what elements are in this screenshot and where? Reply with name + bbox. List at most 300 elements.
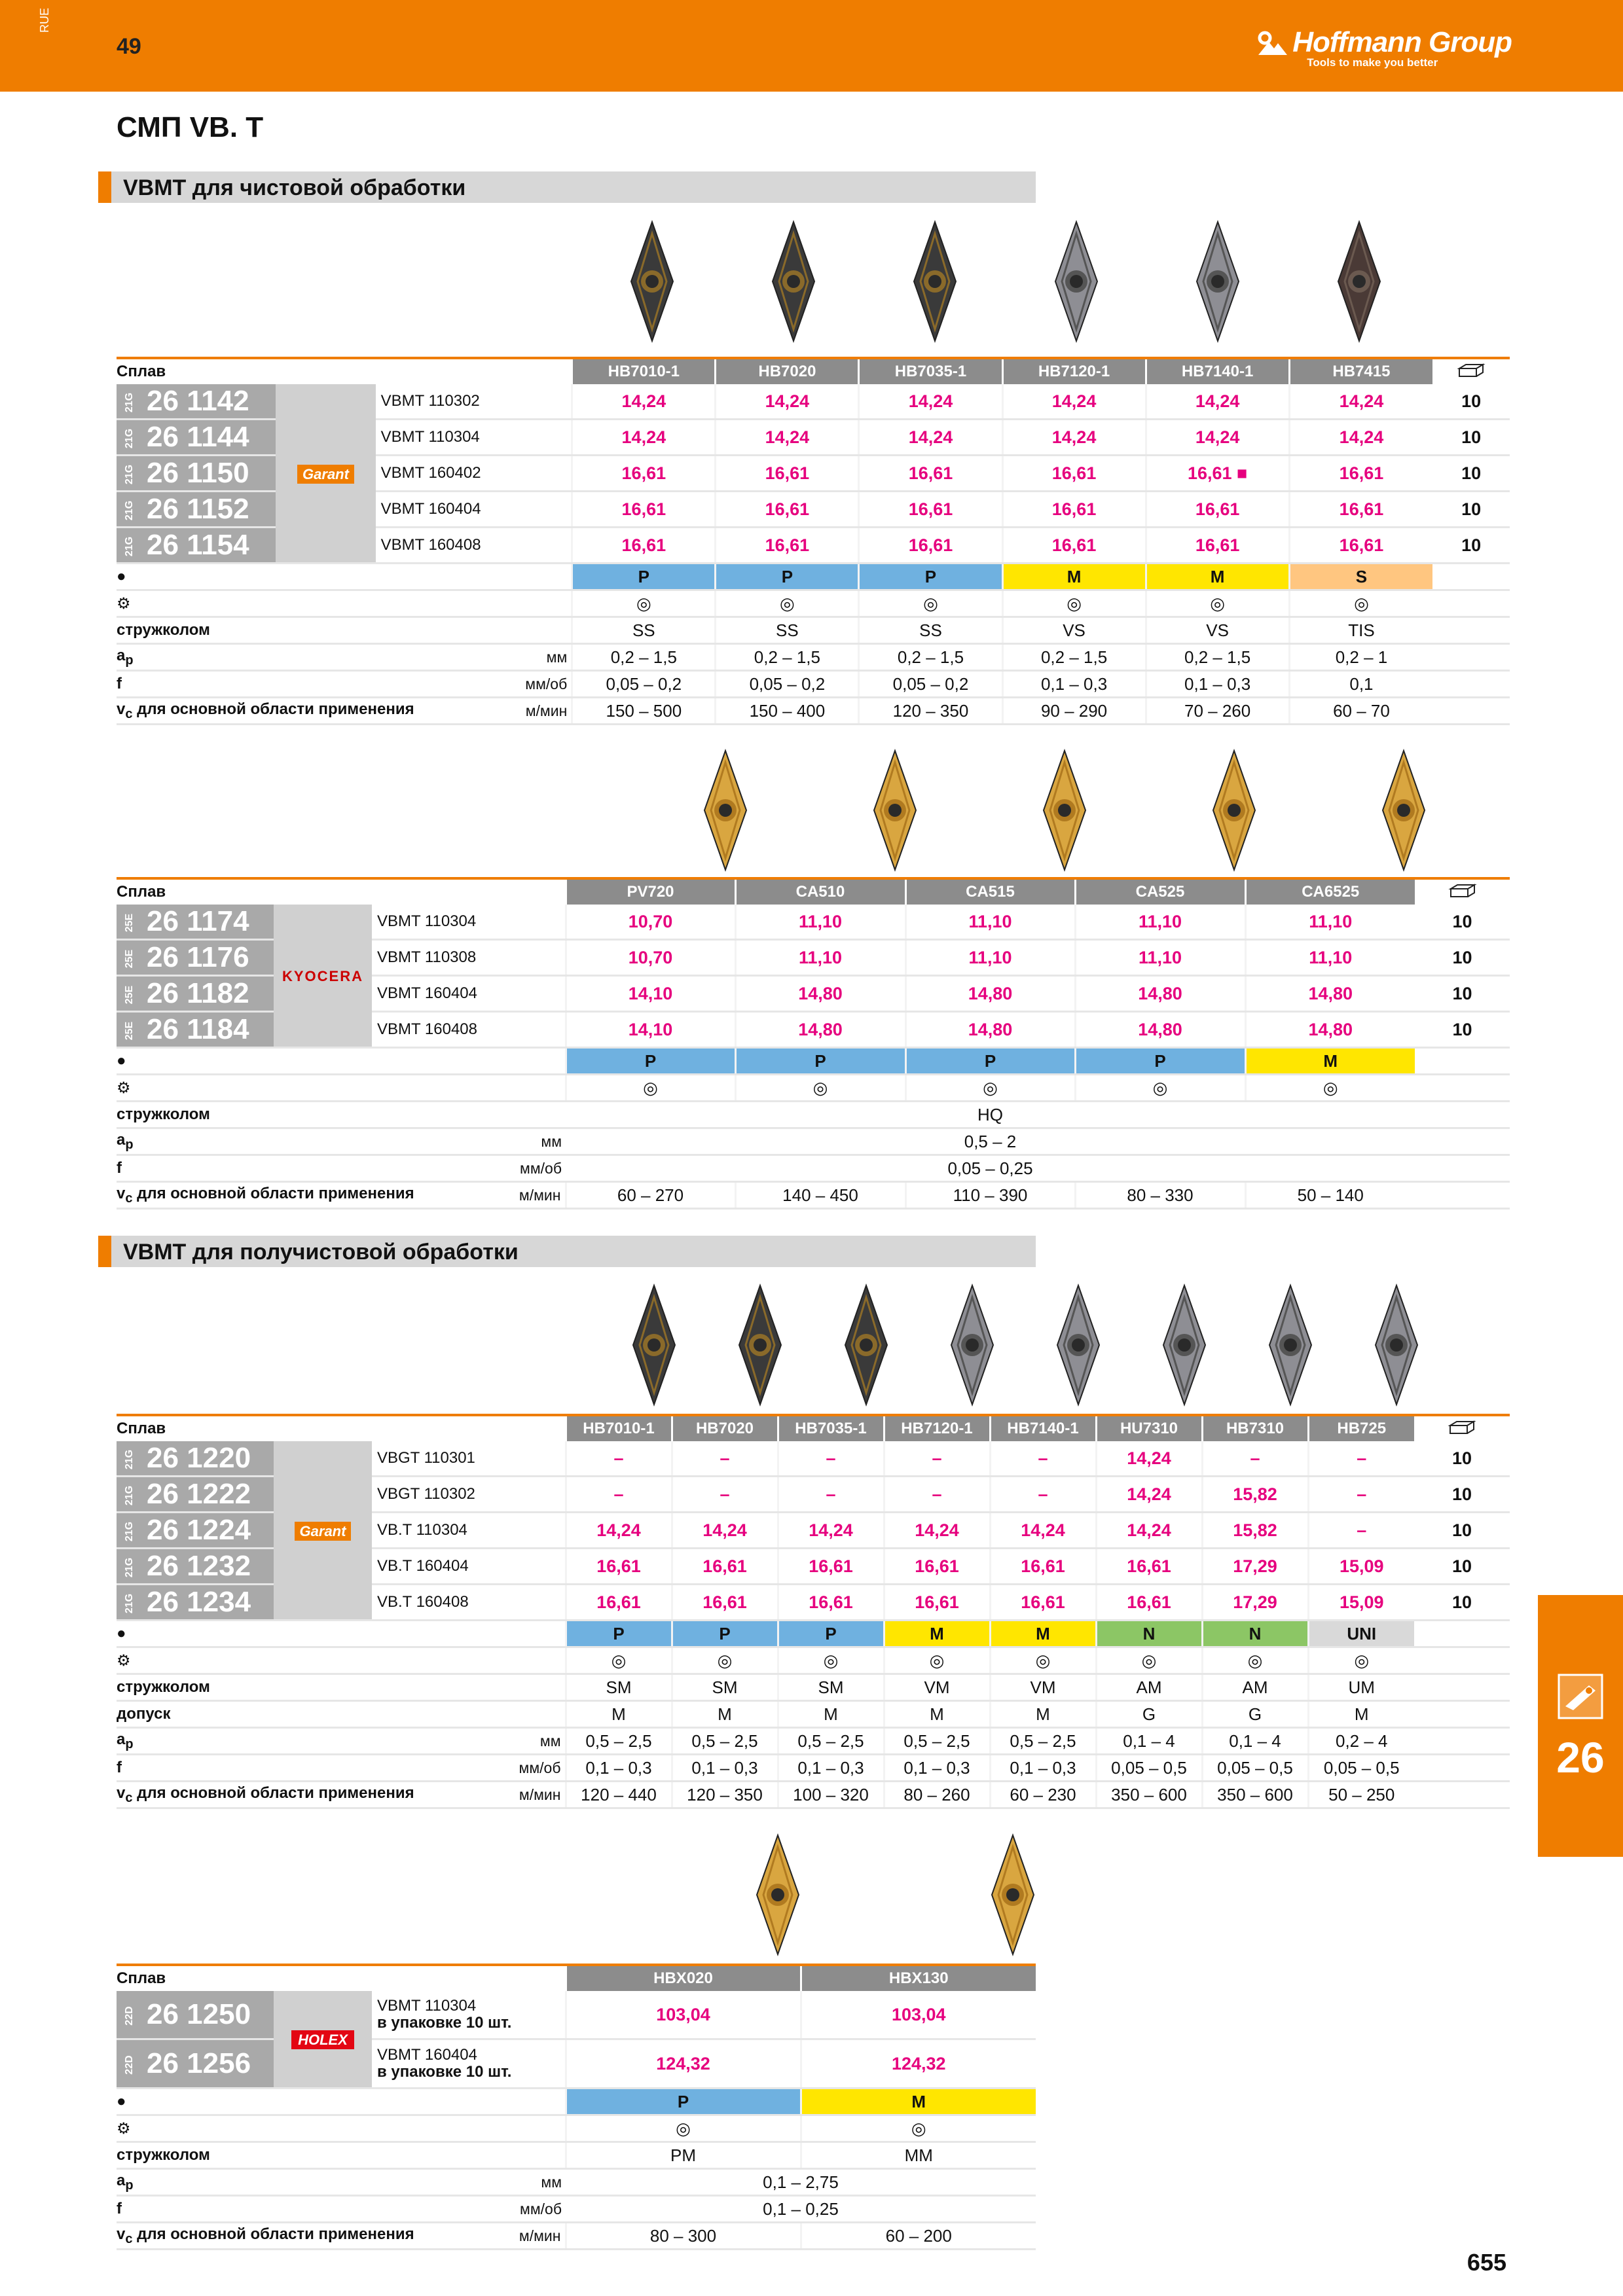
designation: VB.T 110304 (372, 1513, 566, 1549)
price-cell[interactable]: 16,61 (1289, 456, 1432, 492)
price-cell[interactable]: 16,61 (990, 1585, 1096, 1621)
price-cell[interactable]: 14,24 (716, 420, 859, 456)
pack-quantity: 10 (1414, 1441, 1510, 1477)
price-cell[interactable]: 16,61 (716, 456, 859, 492)
price-cell[interactable]: 16,61 (1289, 528, 1432, 564)
price-cell[interactable]: 14,24 (1096, 1441, 1202, 1477)
article-number: 26 1144 (147, 421, 249, 453)
grade-header: HB7140-1 (1146, 358, 1289, 384)
ap-value: 0,1 – 2,75 (566, 2169, 1036, 2196)
chipbreaker-value: MM (801, 2142, 1036, 2169)
pack-quantity: 10 (1432, 384, 1510, 420)
f-value: 0,1 – 0,3 (566, 1755, 672, 1782)
price-cell[interactable]: 103,04 (566, 1991, 801, 2039)
vc-value: 120 – 350 (859, 698, 1002, 725)
vc-value: 350 – 600 (1202, 1782, 1308, 1808)
tolerance-value: M (1308, 1701, 1414, 1728)
tolerance-value: M (672, 1701, 778, 1728)
table-row[interactable]: 25E 26 1182 VBMT 160404 14,10 14,80 14,80 14,80 14,80 10 (117, 976, 1510, 1012)
cutting-insert-image (869, 748, 921, 872)
price-cell[interactable]: – (566, 1477, 672, 1513)
chipbreaker-symbol-icon: ⚙ (117, 594, 131, 613)
section-header-semifinishing: VBMT для получистовой обработки (98, 1236, 1036, 1267)
price-cell[interactable]: 11,10 (905, 905, 1075, 940)
ap-value: 0,1 – 4 (1202, 1728, 1308, 1755)
material-group: M (801, 2089, 1036, 2115)
catalog-page-number: 49 (117, 34, 141, 59)
price-cell[interactable]: 16,61 (1146, 528, 1289, 564)
table-row[interactable]: 22D 26 1256 VBMT 160404 в упаковке 10 шт. 124,32 124,32 (117, 2039, 1036, 2089)
chipbreaker-symbol-icon: ⚙ (117, 1079, 131, 1097)
pack-note: в упаковке 10 шт. (377, 2063, 512, 2081)
chipbreaker-label: стружколом (117, 1105, 210, 1123)
pack-quantity: 10 (1415, 1012, 1510, 1048)
cutting-insert-image (699, 748, 752, 872)
grade-header: CA510 (735, 878, 905, 905)
price-cell[interactable]: – (990, 1441, 1096, 1477)
article-number: 26 1222 (147, 1478, 251, 1510)
cutting-insert-image (1264, 1283, 1317, 1407)
price-cell[interactable]: 14,24 (1289, 420, 1432, 456)
ap-value: 0,2 – 1,5 (716, 644, 859, 671)
price-cell[interactable]: 14,24 (1146, 420, 1289, 456)
f-value: 0,1 – 0,3 (990, 1755, 1096, 1782)
page-header (0, 0, 1623, 92)
chipbreaker-geometry-icon: ◎ (636, 593, 651, 613)
grade-header: HBX130 (801, 1965, 1036, 1991)
material-group: P (566, 2089, 801, 2115)
price-cell[interactable]: 11,10 (1245, 905, 1415, 940)
material-dot-icon: ● (117, 2092, 126, 2110)
cutting-insert-image (1038, 748, 1091, 872)
table-row[interactable]: 21G 26 1152 VBMT 160404 16,61 16,61 16,61 16,61 16,61 16,61 10 (117, 492, 1510, 528)
chipbreaker-value: SS (716, 617, 859, 644)
f-value: 0,1 (1289, 671, 1432, 698)
article-number: 26 1234 (147, 1586, 251, 1618)
chipbreaker-value: VS (1002, 617, 1146, 644)
price-cell[interactable]: – (884, 1477, 990, 1513)
ap-value: 0,2 – 1,5 (1002, 644, 1146, 671)
price-cell[interactable]: 14,24 (716, 384, 859, 420)
grade-header: HB7310 (1202, 1415, 1308, 1441)
f-value: 0,05 – 0,2 (716, 671, 859, 698)
section-header-finishing: VBMT для чистовой обработки (98, 171, 1036, 203)
price-cell[interactable]: 15,09 (1308, 1549, 1414, 1585)
ap-value: 0,2 – 1,5 (572, 644, 716, 671)
brand-logo-cell (274, 1991, 372, 2089)
vc-value: 120 – 440 (566, 1782, 672, 1808)
chipbreaker-value: UM (1308, 1674, 1414, 1701)
price-cell[interactable]: 16,61 (859, 492, 1002, 528)
holex-logo: HOLEX (291, 2030, 354, 2049)
grade-header: HB7415 (1289, 358, 1432, 384)
material-group: UNI (1308, 1621, 1414, 1647)
chipbreaker-geometry-icon: ◎ (643, 1077, 658, 1098)
pack-quantity: 10 (1414, 1513, 1510, 1549)
price-cell[interactable]: 16,61 (1002, 456, 1146, 492)
cutting-insert-image (626, 219, 678, 344)
price-cell[interactable]: 14,24 (1096, 1513, 1202, 1549)
price-cell[interactable]: 15,82 (1202, 1477, 1308, 1513)
f-value: 0,1 – 0,3 (1002, 671, 1146, 698)
price-cell[interactable]: 14,24 (672, 1513, 778, 1549)
chipbreaker-label: стружколом (117, 2146, 210, 2164)
table-finishing-kyocera: Сплав PV720 CA510 CA515 CA525 CA6525 25E 26 1174 KYOCERA VBMT 110304 10,70 11,10 11,10 11,10 11,10 10 25E 26 1176 VBMT 110308 10,70 11,10 11,10 11,10 11,10 10 25E 26 1182 VBMT 160404 14,10 14,80 14,80 14,80 14,80 10 25E 26 1184 VBMT 160408 14,10 14,80 14,80 14,80 14,80 10 ● P P P P M ⚙ ◎ ◎ ◎ ◎ ◎ стружколом HQ $a_p$ мм 0,5 – 2 f мм/об 0,05 – 0,25 $v_c$ для основной области применения м/мин 60 – 270 140 – 450 110 – 390 80 – 330 50 – 140 (117, 877, 1510, 1210)
price-cell[interactable]: – (1308, 1441, 1414, 1477)
price-cell[interactable]: 14,24 (1096, 1477, 1202, 1513)
cutting-insert-image (628, 1283, 680, 1407)
chipbreaker-geometry-icon: ◎ (1035, 1650, 1051, 1670)
pack-quantity: 10 (1415, 940, 1510, 976)
table-row[interactable]: 21G 26 1154 VBMT 160408 16,61 16,61 16,61 16,61 16,61 16,61 10 (117, 528, 1510, 564)
price-cell[interactable]: 16,61 (778, 1549, 884, 1585)
hoffmann-logo-icon (1256, 31, 1288, 56)
material-group: M (1002, 564, 1146, 590)
price-cell[interactable]: 103,04 (801, 1991, 1036, 2039)
grade-header: HB7010-1 (572, 358, 716, 384)
table-row[interactable]: 21G 26 1150 VBMT 160402 16,61 16,61 16,61 16,61 16,61 ■ 16,61 10 (117, 456, 1510, 492)
price-cell[interactable]: 17,29 (1202, 1585, 1308, 1621)
price-cell[interactable]: 16,61 (1096, 1585, 1202, 1621)
chipbreaker-value: SS (859, 617, 1002, 644)
price-cell[interactable]: – (672, 1477, 778, 1513)
tolerance-value: M (566, 1701, 672, 1728)
chipbreaker-geometry-icon: ◎ (611, 1650, 627, 1670)
article-number: 26 1154 (147, 529, 249, 561)
ap-value: 0,5 – 2,5 (884, 1728, 990, 1755)
price-cell[interactable]: 16,61 (566, 1549, 672, 1585)
brand-logo-cell (274, 905, 372, 1048)
price-cell[interactable]: 14,24 (572, 384, 716, 420)
f-label: f (117, 1759, 122, 1776)
chipbreaker-value: PM (566, 2142, 801, 2169)
cutting-insert-image (840, 1283, 892, 1407)
table-row[interactable]: 21G 26 1224 VB.T 110304 14,24 14,24 14,24 14,24 14,24 14,24 15,82 – 10 (117, 1513, 1510, 1549)
grade-header: HB7010-1 (566, 1415, 672, 1441)
price-cell[interactable]: 15,82 (1202, 1513, 1308, 1549)
material-group: P (566, 1621, 672, 1647)
price-cell[interactable]: 14,80 (1245, 976, 1415, 1012)
cutting-insert-image (767, 219, 820, 344)
price-cell[interactable]: – (1308, 1513, 1414, 1549)
price-cell[interactable]: 16,61 (566, 1585, 672, 1621)
chipbreaker-geometry-icon: ◎ (911, 2118, 926, 2138)
table-row[interactable]: 21G 26 1222 VBGT 110302 – – – – – 14,24 15,82 – 10 (117, 1477, 1510, 1513)
price-cell[interactable]: 16,61 (672, 1549, 778, 1585)
price-cell[interactable]: 11,10 (735, 905, 905, 940)
chipbreaker-symbol-icon: ⚙ (117, 1651, 131, 1670)
grade-header: CA525 (1075, 878, 1245, 905)
price-cell[interactable]: – (1202, 1441, 1308, 1477)
f-value: 0,05 – 0,25 (566, 1155, 1415, 1182)
vc-value: 80 – 300 (566, 2223, 801, 2250)
brand-logo-cell (276, 384, 375, 564)
article-number: 26 1224 (147, 1514, 251, 1546)
price-cell[interactable]: – (672, 1441, 778, 1477)
table-row[interactable]: 21G 26 1220 Garant VBGT 110301 – – – – – 14,24 – – 10 (117, 1441, 1510, 1477)
price-cell[interactable]: 16,61 (778, 1585, 884, 1621)
price-cell[interactable]: 14,24 (1002, 420, 1146, 456)
article-number: 26 1256 (147, 2047, 251, 2079)
designation: VBGT 110301 (372, 1441, 566, 1477)
price-cell[interactable]: – (990, 1477, 1096, 1513)
f-value: 0,1 – 0,3 (1146, 671, 1289, 698)
vc-value: 80 – 330 (1075, 1182, 1245, 1209)
price-cell[interactable]: 16,61 (1002, 528, 1146, 564)
chipbreaker-geometry-icon: ◎ (812, 1077, 828, 1098)
vc-label: $v_c$ для основной области применения (117, 700, 414, 721)
price-cell[interactable]: 16,61 ■ (1146, 456, 1289, 492)
price-cell[interactable]: – (1308, 1477, 1414, 1513)
vc-value: 80 – 260 (884, 1782, 990, 1808)
price-cell[interactable]: 16,61 (1096, 1549, 1202, 1585)
grade-header: PV720 (566, 878, 735, 905)
price-cell[interactable]: 16,61 (716, 492, 859, 528)
price-cell[interactable]: – (884, 1441, 990, 1477)
pack-quantity: 10 (1432, 456, 1510, 492)
price-cell[interactable]: 14,24 (778, 1513, 884, 1549)
designation: VBMT 160408 (372, 1012, 566, 1048)
pack-quantity: 10 (1414, 1477, 1510, 1513)
price-cell[interactable]: 16,61 (859, 456, 1002, 492)
price-cell[interactable]: 124,32 (801, 2039, 1036, 2089)
cutting-insert-image (1052, 1283, 1104, 1407)
price-cell[interactable]: 14,24 (990, 1513, 1096, 1549)
cutting-insert-image (1333, 219, 1385, 344)
cutting-insert-image (1377, 748, 1430, 872)
price-cell[interactable]: 14,80 (1075, 976, 1245, 1012)
price-cell[interactable]: 16,61 (572, 528, 716, 564)
ap-label: $a_p$ (117, 1730, 134, 1751)
vc-value: 120 – 350 (672, 1782, 778, 1808)
grade-header: HB7035-1 (859, 358, 1002, 384)
chipbreaker-geometry-icon: ◎ (780, 593, 795, 613)
brand-name: Hoffmann Group (1292, 26, 1512, 58)
designation: VBMT 110302 (376, 384, 572, 420)
material-group: P (735, 1048, 905, 1075)
price-cell[interactable]: 14,24 (1146, 384, 1289, 420)
chipbreaker-geometry-icon: ◎ (1152, 1077, 1168, 1098)
chipbreaker-value: SM (778, 1674, 884, 1701)
price-cell[interactable]: 16,61 (1146, 492, 1289, 528)
table-row[interactable]: 25E 26 1184 VBMT 160408 14,10 14,80 14,80 14,80 14,80 10 (117, 1012, 1510, 1048)
cutting-insert-image (987, 1833, 1039, 1957)
chipbreaker-geometry-icon: ◎ (676, 2118, 691, 2138)
price-cell[interactable]: 14,80 (905, 1012, 1075, 1048)
grade-header: HB7035-1 (778, 1415, 884, 1441)
grade-header: CA6525 (1245, 878, 1415, 905)
chipbreaker-geometry-icon: ◎ (983, 1077, 998, 1098)
vc-value: 70 – 260 (1146, 698, 1289, 725)
price-cell[interactable]: 11,10 (1075, 940, 1245, 976)
f-label: f (117, 675, 122, 692)
vc-value: 50 – 140 (1245, 1182, 1415, 1209)
material-group: N (1202, 1621, 1308, 1647)
price-cell[interactable]: 16,61 (672, 1585, 778, 1621)
kyocera-logo: KYOCERA (282, 968, 363, 984)
price-cell[interactable]: 11,10 (1075, 905, 1245, 940)
price-cell[interactable]: 14,80 (905, 976, 1075, 1012)
tolerance-value: M (778, 1701, 884, 1728)
cutting-insert-image (1370, 1283, 1423, 1407)
table-row[interactable]: 25E 26 1174 KYOCERA VBMT 110304 10,70 11,10 11,10 11,10 11,10 10 (117, 905, 1510, 940)
tolerance-value: G (1096, 1701, 1202, 1728)
page-number: 655 (1467, 2249, 1506, 2276)
ap-value: 0,5 – 2,5 (778, 1728, 884, 1755)
chipbreaker-value: TIS (1289, 617, 1432, 644)
price-cell[interactable]: 11,10 (735, 940, 905, 976)
pack-note: в упаковке 10 шт. (377, 2014, 512, 2032)
table-row[interactable]: 22D 26 1250 HOLEX VBMT 110304 в упаковке 10 шт. 103,04 103,04 (117, 1991, 1036, 2039)
price-cell[interactable]: – (778, 1477, 884, 1513)
vc-value: 140 – 450 (735, 1182, 905, 1209)
price-cell[interactable]: 16,61 (572, 456, 716, 492)
article-number: 26 1250 (147, 1998, 251, 2030)
designation: VBMT 160404 (377, 2046, 477, 2064)
ap-value: 0,2 – 4 (1308, 1728, 1414, 1755)
price-cell[interactable]: 14,24 (566, 1513, 672, 1549)
chipbreaker-value: SM (672, 1674, 778, 1701)
price-cell[interactable]: 14,24 (884, 1513, 990, 1549)
chipbreaker-value: AM (1096, 1674, 1202, 1701)
price-cell[interactable]: 11,10 (1245, 940, 1415, 976)
cutting-insert-image (1050, 219, 1103, 344)
article-number: 26 1142 (147, 385, 249, 417)
chipbreaker-value: VM (990, 1674, 1096, 1701)
ap-value: 0,2 – 1 (1289, 644, 1432, 671)
table-row[interactable]: 21G 26 1142 Garant VBMT 110302 14,24 14,24 14,24 14,24 14,24 14,24 10 (117, 384, 1510, 420)
table-row[interactable]: 21G 26 1234 VB.T 160408 16,61 16,61 16,61 16,61 16,61 16,61 17,29 15,09 10 (117, 1585, 1510, 1621)
material-group: N (1096, 1621, 1202, 1647)
chipbreaker-geometry-icon: ◎ (1354, 1650, 1370, 1670)
designation: VB.T 160404 (372, 1549, 566, 1585)
designation: VBMT 110304 (376, 420, 572, 456)
chapter-tab[interactable] (1538, 1595, 1623, 1857)
article-number: 26 1232 (147, 1550, 251, 1582)
price-cell[interactable]: 11,10 (905, 940, 1075, 976)
price-cell[interactable]: 10,70 (566, 905, 735, 940)
price-cell[interactable]: 16,61 (572, 492, 716, 528)
vc-value: 60 – 200 (801, 2223, 1036, 2250)
f-value: 0,05 – 0,2 (859, 671, 1002, 698)
price-cell[interactable]: 124,32 (566, 2039, 801, 2089)
designation: VBMT 110304 (372, 905, 566, 940)
f-label: f (117, 1159, 122, 1177)
price-cell[interactable]: 14,80 (735, 976, 905, 1012)
material-dot-icon: ● (117, 567, 126, 585)
ap-value: 0,5 – 2,5 (990, 1728, 1096, 1755)
designation: VBMT 110304 (377, 1997, 477, 2015)
grade-header: HBX020 (566, 1965, 801, 1991)
chipbreaker-geometry-icon: ◎ (1067, 593, 1082, 613)
material-group: P (672, 1621, 778, 1647)
f-value: 0,1 – 0,3 (778, 1755, 884, 1782)
pack-quantity: 10 (1414, 1585, 1510, 1621)
price-cell[interactable]: – (778, 1441, 884, 1477)
chapter-number: 26 (1556, 1733, 1605, 1782)
price-cell[interactable]: 14,24 (1289, 384, 1432, 420)
brand-tagline: Tools to make you better (1307, 56, 1438, 69)
price-cell[interactable]: 14,24 (1002, 384, 1146, 420)
language-code: RUE (38, 7, 51, 33)
ap-value: 0,5 – 2,5 (672, 1728, 778, 1755)
vc-value: 50 – 250 (1308, 1782, 1414, 1808)
alloy-label: Сплав (117, 358, 572, 384)
price-cell[interactable]: 14,80 (1075, 1012, 1245, 1048)
chipbreaker-value: VM (884, 1674, 990, 1701)
price-cell[interactable]: 16,61 (1002, 492, 1146, 528)
insert-images-1 (581, 219, 1430, 344)
price-cell[interactable]: 17,29 (1202, 1549, 1308, 1585)
price-cell[interactable]: 14,10 (566, 976, 735, 1012)
price-cell[interactable]: 14,24 (859, 420, 1002, 456)
table-semifinishing-holex: Сплав HBX020 HBX130 22D 26 1250 HOLEX VBMT 110304 в упаковке 10 шт. 103,04 103,04 22D 26 1256 VBMT 160404 в упаковке 10 шт. 124,32 124,32 ● P M ⚙ ◎ ◎ стружколом PM MM $a_p$ мм 0,1 – 2,75 f мм/об 0,1 – 0,25 $v_c$ для основной области применения м/мин 80 – 300 60 – 200 (117, 1964, 1036, 2250)
alloy-label: Сплав (117, 1415, 566, 1441)
designation: VBGT 110302 (372, 1477, 566, 1513)
material-group: M (1146, 564, 1289, 590)
price-cell[interactable]: 14,80 (735, 1012, 905, 1048)
chipbreaker-geometry-icon: ◎ (1322, 1077, 1338, 1098)
grade-header: HB7120-1 (1002, 358, 1146, 384)
price-cell[interactable]: 14,10 (566, 1012, 735, 1048)
price-cell[interactable]: 14,24 (859, 384, 1002, 420)
price-cell[interactable]: 16,61 (990, 1549, 1096, 1585)
grade-header: HB7020 (672, 1415, 778, 1441)
designation: VBMT 160402 (376, 456, 572, 492)
table-row[interactable]: 21G 26 1232 VB.T 160404 16,61 16,61 16,61 16,61 16,61 16,61 17,29 15,09 10 (117, 1549, 1510, 1585)
ap-value: 0,2 – 1,5 (859, 644, 1002, 671)
f-value: 0,1 – 0,3 (672, 1755, 778, 1782)
price-cell[interactable]: 14,24 (572, 420, 716, 456)
f-value: 0,05 – 0,5 (1202, 1755, 1308, 1782)
article-number: 26 1220 (147, 1442, 251, 1474)
cutting-insert-image (734, 1283, 786, 1407)
chipbreaker-geometry-icon: ◎ (1210, 593, 1225, 613)
brand-logo (1256, 26, 1512, 69)
vc-value: 150 – 500 (572, 698, 716, 725)
price-cell[interactable]: 15,09 (1308, 1585, 1414, 1621)
chipbreaker-geometry-icon: ◎ (923, 593, 938, 613)
price-cell[interactable]: 16,61 (716, 528, 859, 564)
grade-header: HU7310 (1096, 1415, 1202, 1441)
grade-header: CA515 (905, 878, 1075, 905)
price-cell[interactable]: 16,61 (1289, 492, 1432, 528)
vc-value: 90 – 290 (1002, 698, 1146, 725)
cutting-insert-image (909, 219, 961, 344)
material-group: M (990, 1621, 1096, 1647)
material-group: P (859, 564, 1002, 590)
f-value: 0,05 – 0,5 (1308, 1755, 1414, 1782)
grade-header: HB7140-1 (990, 1415, 1096, 1441)
price-cell[interactable]: 16,61 (884, 1585, 990, 1621)
price-cell[interactable]: 16,61 (884, 1549, 990, 1585)
vc-label: $v_c$ для основной области применения (117, 2225, 414, 2246)
chipbreaker-geometry-icon: ◎ (823, 1650, 839, 1670)
chipbreaker-label: стружколом (117, 621, 210, 639)
garant-logo: Garant (297, 465, 354, 484)
pack-quantity: 10 (1432, 420, 1510, 456)
table-row[interactable]: 25E 26 1176 VBMT 110308 10,70 11,10 11,10 11,10 11,10 10 (117, 940, 1510, 976)
price-cell[interactable]: 16,61 (859, 528, 1002, 564)
package-quantity-icon (1450, 884, 1476, 898)
material-group: P (566, 1048, 735, 1075)
price-cell[interactable]: 10,70 (566, 940, 735, 976)
price-cell[interactable]: – (566, 1441, 672, 1477)
table-row[interactable]: 21G 26 1144 VBMT 110304 14,24 14,24 14,24 14,24 14,24 14,24 10 (117, 420, 1510, 456)
material-dot-icon: ● (117, 1052, 126, 1069)
f-value: 0,05 – 0,5 (1096, 1755, 1202, 1782)
price-cell[interactable]: 14,80 (1245, 1012, 1415, 1048)
